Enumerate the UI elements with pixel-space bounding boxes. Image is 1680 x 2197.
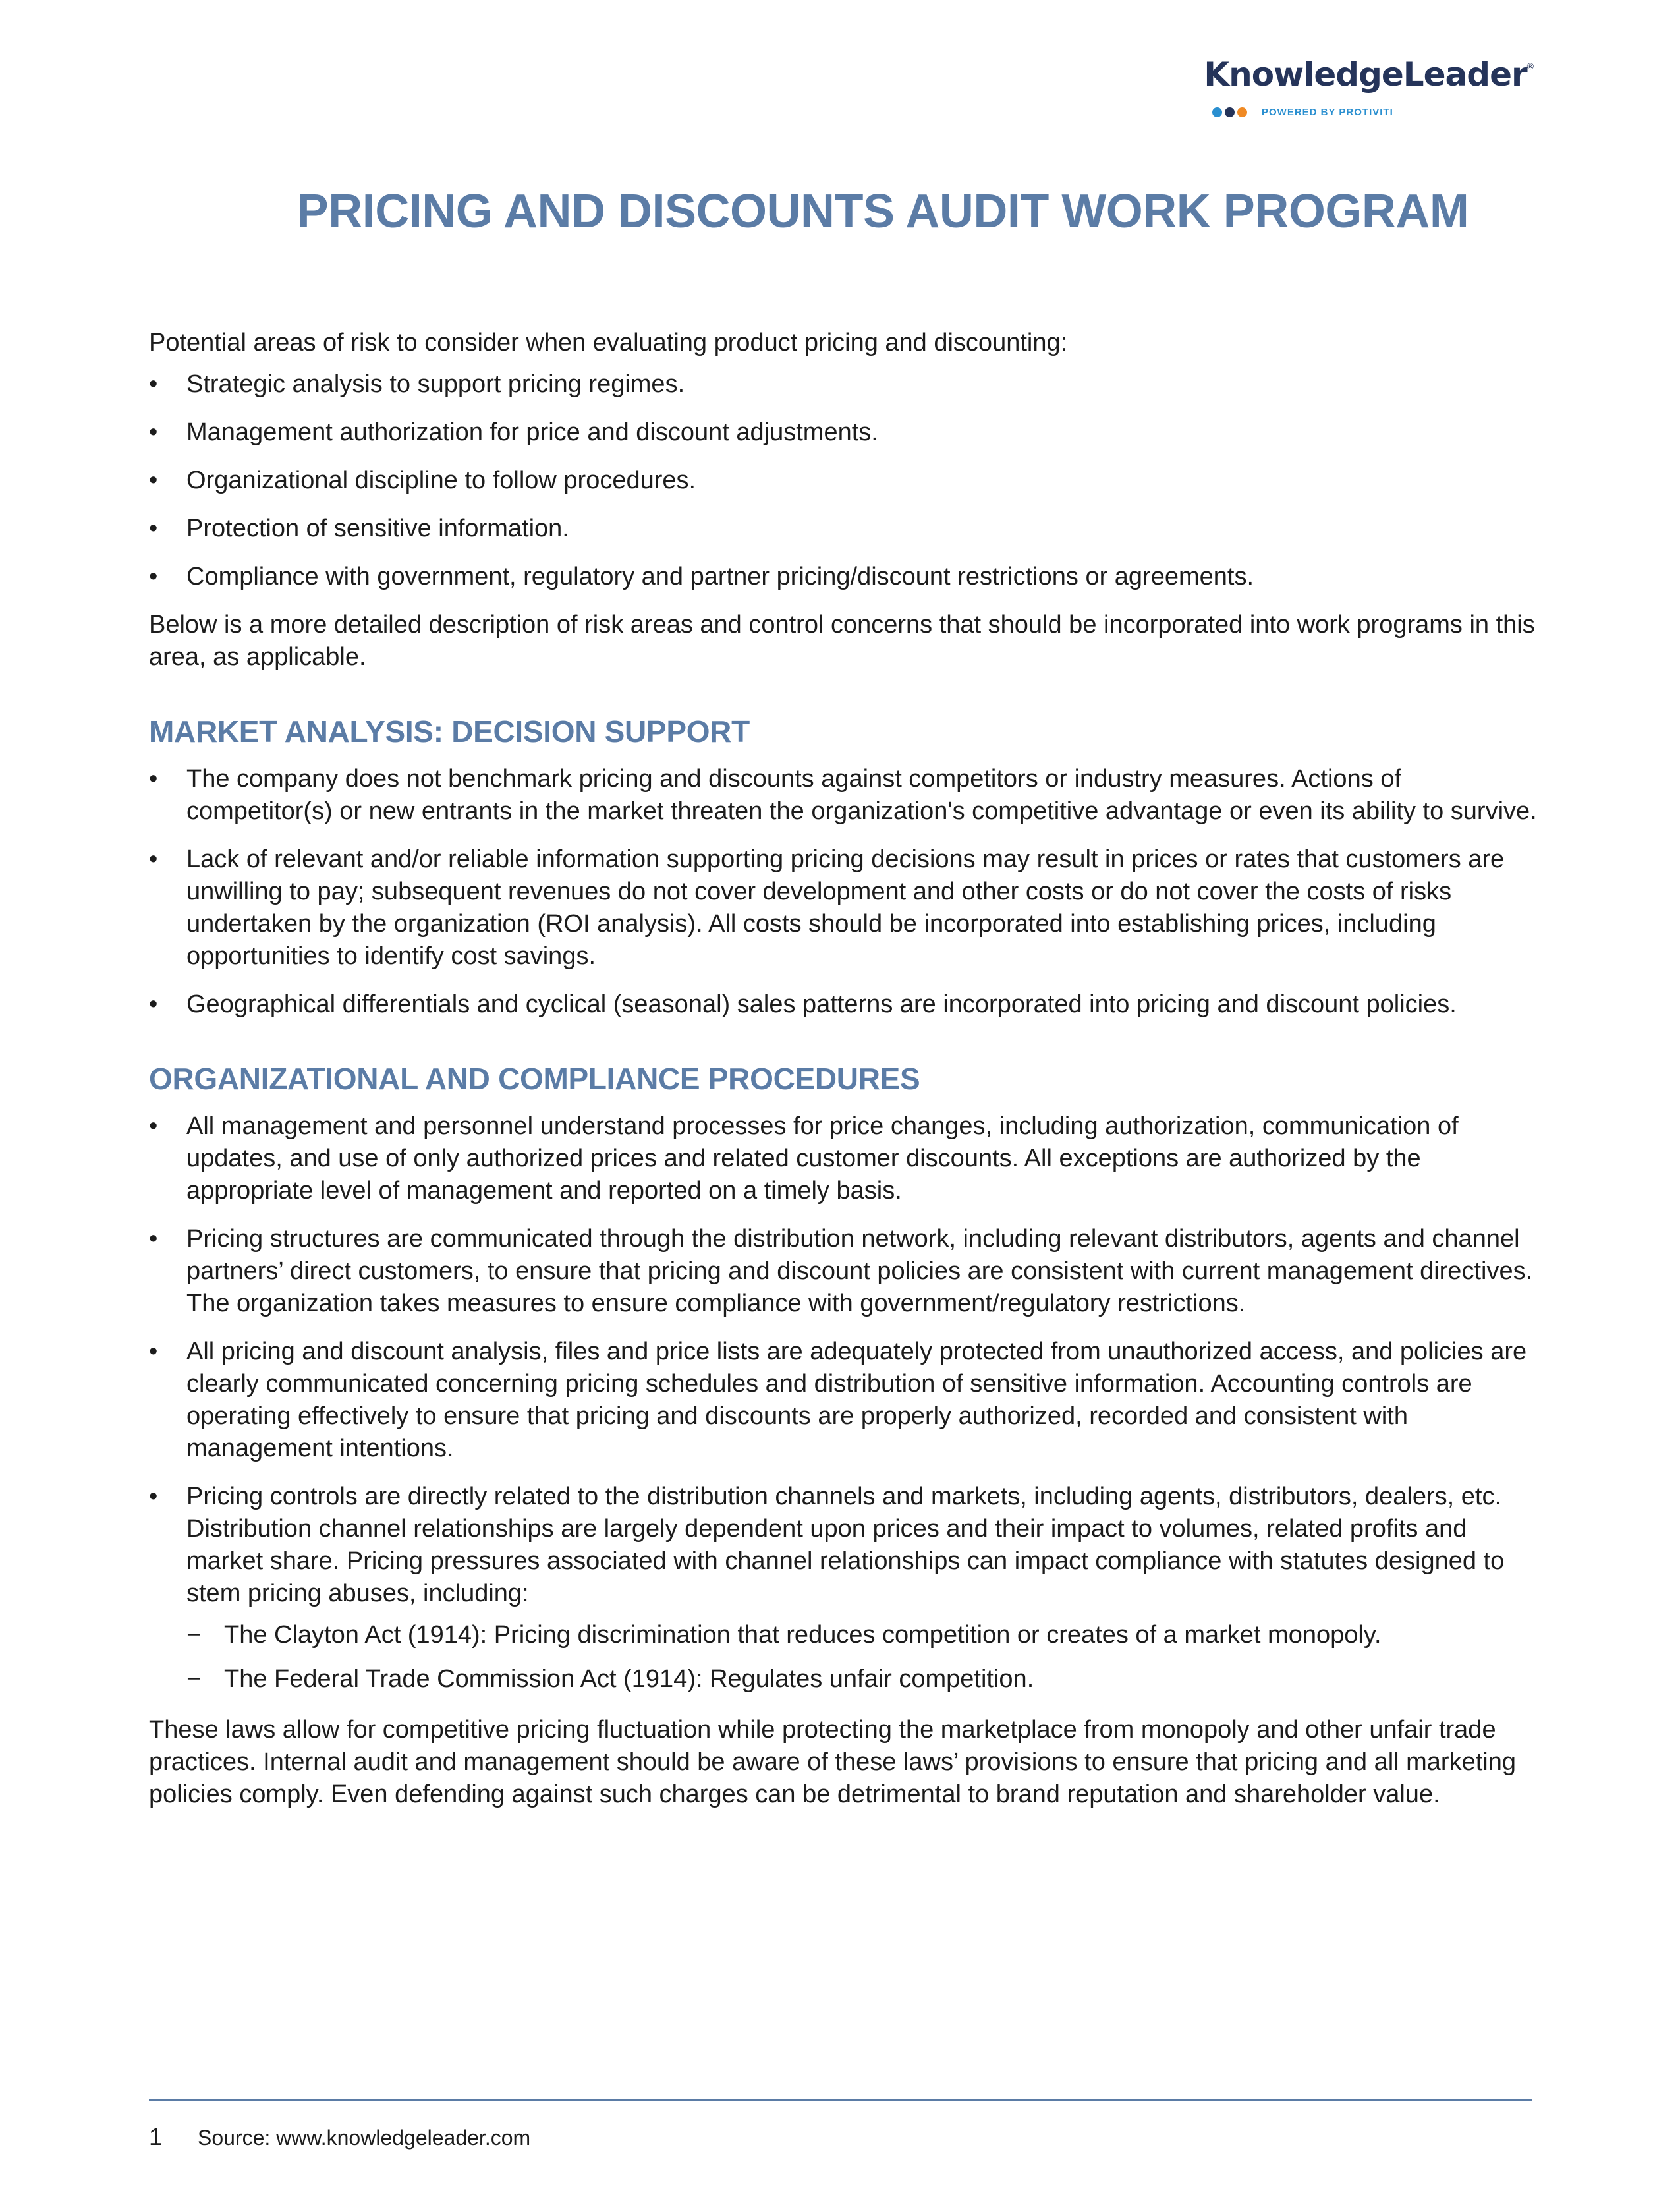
powered-by-text: POWERED BY PROTIVITI <box>1262 107 1393 118</box>
page-number: 1 <box>149 2123 163 2150</box>
list-item: • Lack of relevant and/or reliable information supporting pricing decisions may result in prices or rates that customers are unwilling to pay; subsequent revenues do not cover development and other costs or do not cover the costs of risks undertaken by the organization (ROI analysis). All costs should be incorporated into establishing prices, including opportunities to identify cost savings. <box>149 843 1546 973</box>
list-item: • Management authorization for price and discount adjustments. <box>149 416 1546 449</box>
statutes-sub-list <box>186 1619 1546 1696</box>
logo-wordmark: KnowledgeLeader <box>1204 55 1527 94</box>
list-item <box>149 1481 1546 1696</box>
list-item: • Compliance with government, regulatory and partner pricing/discount restrictions or agreements. <box>149 561 1546 593</box>
logo-dot-blue <box>1212 107 1222 117</box>
intro-followup: Below is a more detailed description of risk areas and control concerns that should be incorporated into work programs in this area, as applicable. <box>149 611 1535 671</box>
list-item: • Pricing structures are communicated through the distribution network, including relevant distributors, agents and channel partners’ direct customers, to ensure that pricing and discount policies are consistent with current management directives. The organization takes measures to ensure compliance with government/regulatory restrictions. <box>149 1223 1546 1320</box>
list-item: • All management and personnel understand processes for price changes, including authorization, communication of updates, and use of only authorized prices and related customer discounts. All exceptions are authorized by the appropriate level of management and reported on a timely basis. <box>149 1110 1546 1207</box>
logo-dot-orange <box>1237 107 1247 117</box>
intro-risk-list <box>149 368 1546 593</box>
source-citation: Source: www.knowledgeleader.com <box>198 2126 531 2150</box>
footer-divider <box>149 2099 1532 2101</box>
logo-dots-icon <box>1212 107 1247 117</box>
list-item: • Geographical differentials and cyclical (seasonal) sales patterns are incorporated into pricing and discount policies. <box>149 988 1546 1021</box>
logo-registered-mark: ® <box>1526 61 1534 71</box>
document-body <box>149 327 1546 1811</box>
logo-dot-navy <box>1225 107 1235 117</box>
list-item: • Protection of sensitive information. <box>149 513 1546 545</box>
list-item: • All pricing and discount analysis, files and price lists are adequately protected from unauthorized access, and policies are clearly communicated concerning pricing schedules and distribution of sensitive information. Accounting controls are operating effectively to ensure that pricing and discounts are properly authorized, recorded and consistent with management intentions. <box>149 1336 1546 1465</box>
market-analysis-list <box>149 763 1546 1021</box>
document-title: PRICING AND DISCOUNTS AUDIT WORK PROGRAM <box>296 185 1469 238</box>
closing-paragraph: These laws allow for competitive pricing fluctuation while protecting the marketplace from monopoly and other unfair trade practices. Internal audit and management should be aware of these laws’ provisions to ensure that pricing and all marketing policies comply. Even defending against such charges can be detrimental to brand reputation and shareholder value. <box>149 1716 1516 1808</box>
intro-lead: Potential areas of risk to consider when evaluating product pricing and discounting: <box>149 329 1068 357</box>
sub-list-item: − The Clayton Act (1914): Pricing discrimination that reduces competition or creates of a market monopoly. <box>186 1619 1546 1651</box>
section-heading-organizational-compliance: ORGANIZATIONAL AND COMPLIANCE PROCEDURES <box>149 1062 920 1096</box>
list-item: • The company does not benchmark pricing and discounts against competitors or industry measures. Actions of competitor(s) or new entrants in the market threaten the organization's competitive advantage or even its ability to survive. <box>149 763 1546 828</box>
logo-tagline <box>1212 107 1393 118</box>
list-item: • Strategic analysis to support pricing regimes. <box>149 368 1546 401</box>
list-item: • Organizational discipline to follow procedures. <box>149 465 1546 497</box>
organizational-compliance-list <box>149 1110 1546 1696</box>
section-heading-market-analysis: MARKET ANALYSIS: DECISION SUPPORT <box>149 714 750 749</box>
list-item-text: Pricing controls are directly related to the distribution channels and markets, including agents, distributors, dealers, etc. Distribution channel relationships are largely dependent upon prices and their impact to volumes, related profits and market share. Pricing pressures associated with channel relationships can impact compliance with statutes designed to stem pricing abuses, including: <box>186 1483 1505 1607</box>
sub-list-item: − The Federal Trade Commission Act (1914): Regulates unfair competition. <box>186 1663 1546 1696</box>
knowledgeleader-logo <box>1165 55 1534 118</box>
